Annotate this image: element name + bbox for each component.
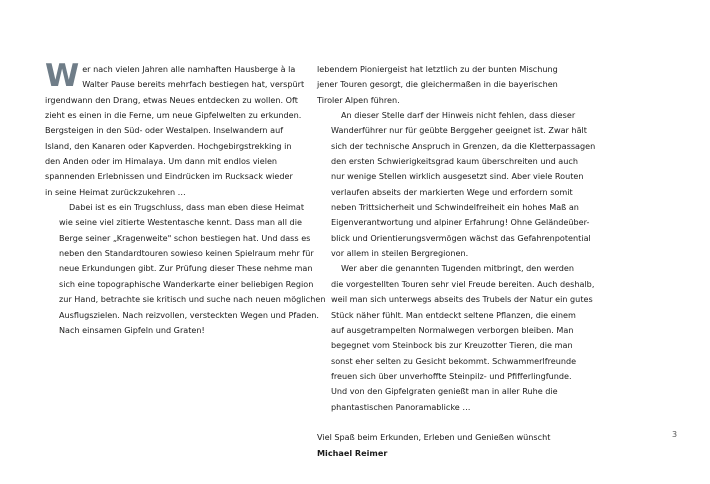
text-line: An dieser Stelle darf der Hinweis nicht fehlen, dass dieser	[341, 110, 576, 121]
text-line: sich der technische Anspruch in Grenzen, da die Kletterpassagen	[331, 140, 596, 151]
text-line: neue Erkundungen gibt. Zur Prüfung dieser These nehme man	[59, 263, 313, 274]
left-column	[45, 58, 326, 338]
text-line: Nach einsamen Gipfeln und Graten!	[59, 324, 205, 335]
text-line: sonst eher selten zu Gesicht bekommt. Schwammerlfreunde	[331, 355, 577, 366]
closing-block	[317, 430, 577, 461]
text-line: begegnet vom Steinbock bis zur Kreuzotter Tieren, die man	[331, 340, 573, 351]
text-line: neben Trittsicherheit und Schwindelfreiheit ein hohes Maß an	[331, 202, 579, 213]
body-paragraph	[45, 200, 326, 338]
text-line: nur wenige Stellen wirklich ausgesetzt sind. Aber viele Routen	[331, 171, 584, 182]
text-line: weil man sich unterwegs abseits des Trubels der Natur ein gutes	[331, 294, 593, 305]
text-line: auf ausgetrampelten Normalwegen verborgen bleiben. Man	[331, 324, 574, 335]
body-paragraph	[317, 62, 577, 108]
drop-cap: W	[45, 58, 80, 94]
text-line: verlaufen abseits der markierten Wege und erfordern somit	[331, 186, 573, 197]
text-line: die vorgestellten Touren sehr viel Freude bereiten. Auch deshalb,	[331, 278, 595, 289]
body-paragraph	[317, 261, 595, 414]
text-line: Wer aber die genannten Tugenden mitbringt, den werden	[341, 263, 575, 274]
text-line: Ausflugszielen. Nach reizvollen, versteckten Wegen und Pfaden.	[59, 309, 319, 320]
text-line: Stück näher fühlt. Man entdeckt seltene Pflanzen, die einem	[331, 309, 576, 320]
text-line: lebendem Pioniergeist hat letztlich zu der bunten Mischung	[317, 64, 558, 74]
text-line: in seine Heimat zurückzukehren …	[45, 186, 186, 197]
text-line: Bergsteigen in den Süd- oder Westalpen. Inselwandern auf	[45, 125, 284, 136]
text-line: zur Hand, betrachte sie kritisch und suche nach neuen möglichen	[59, 294, 326, 305]
text-line: zieht es einen in die Ferne, um neue Gipfelwelten zu erkunden.	[45, 110, 302, 121]
text-line: spannenden Erlebnissen und Eindrücken im Rucksack wieder	[45, 171, 293, 182]
text-line: Dabei ist es ein Trugschluss, dass man eben diese Heimat	[69, 202, 305, 213]
text-line: vor allem in steilen Bergregionen.	[331, 248, 469, 259]
text-line: Berge seiner „Kragenweite" schon bestiegen hat. Und dass es	[59, 232, 311, 243]
text-line: den ersten Schwierigkeitsgrad kaum überschreiten und auch	[331, 156, 578, 167]
text-line: den Anden oder im Himalaya. Um dann mit endlos vielen	[45, 156, 278, 167]
text-line: Tiroler Alpen führen.	[317, 94, 400, 105]
author-signature: Michael Reimer	[317, 447, 388, 458]
text-line: blick und Orientierungsvermögen wächst das Gefahrenpotential	[331, 232, 591, 243]
text-line: sich eine topographische Wanderkarte einer beliebigen Region	[59, 278, 314, 289]
text-line: er nach vielen Jahren alle namhaften Hausberge à la	[82, 64, 296, 74]
right-column	[317, 62, 596, 461]
text-line: jener Touren gesorgt, die gleichermaßen in die bayerischen	[317, 79, 558, 90]
closing-line: Viel Spaß beim Erkunden, Erleben und Genießen wünscht	[317, 432, 551, 443]
text-line: freuen sich über unverhoffte Steinpilz- und Pfifferlingfunde.	[331, 370, 572, 381]
page-number: 3	[672, 430, 678, 439]
text-line: Wanderführer nur für geübte Berggeher geeignet ist. Zwar hält	[331, 125, 587, 136]
intro-paragraph	[45, 58, 305, 200]
body-paragraph	[317, 108, 596, 261]
text-line: Island, den Kanaren oder Kapverden. Hochgebirgstrekking in	[45, 140, 292, 151]
text-line: Eigenverantwortung und alpiner Erfahrung! Ohne Geländeüber-	[331, 217, 590, 228]
text-line: irgendwann den Drang, etwas Neues entdecken zu wollen. Oft	[45, 94, 298, 105]
text-line: wie seine viel zitierte Westentasche kennt. Dass man all die	[59, 217, 302, 228]
text-line: phantastischen Panoramablicke …	[331, 401, 471, 412]
text-line: Und von den Gipfelgraten genießt man in aller Ruhe die	[331, 386, 558, 397]
text-line: Walter Pause bereits mehrfach bestiegen hat, verspürt	[82, 79, 305, 90]
text-line: neben den Standardtouren sowieso keinen Spielraum mehr für	[59, 248, 314, 259]
